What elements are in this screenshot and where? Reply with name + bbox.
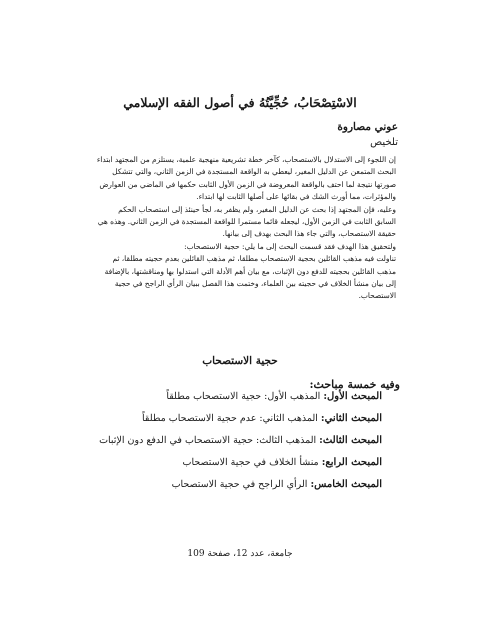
topic-text: المذهب الثالث: حجية الاستصحاب في الدفع دون الإثبات bbox=[99, 435, 317, 446]
topic-label: المبحث الثالث: bbox=[319, 435, 382, 446]
topic-text: الرأي الراجح في حجية الاستصحاب bbox=[171, 479, 308, 490]
topic-label: المبحث الثاني: bbox=[320, 413, 382, 424]
topic-text: المذهب الأول: حجية الاستصحاب مطلقاً bbox=[166, 391, 321, 402]
abstract-paragraph: تناولت فيه مذهب القائلين بحجية الاستصحاب مطلقا، ثم مذهب القائلين بعدم حجيته مطلقا، ثم مذهب القائلين بحجيته للدفع دون الإثبات، مع بيان أهم الأدلة التي استدلوا بها ومناقشتها، بالإضافة إلى بيان منشأ الخلاف في حجيته بين العلماء، وختمت هذا الفصل ببيان الرأي الراجح في حجية الاستصحاب. bbox=[104, 254, 396, 301]
topic-label: المبحث الخامس: bbox=[310, 479, 382, 490]
abstract-paragraph: ولتحقيق هذا الهدف فقد قسمت البحث إلى ما يلي: حجية الاستصحاب: bbox=[184, 241, 396, 251]
topic-item bbox=[92, 474, 382, 496]
document-title: الاسْتِصْحَابُ، حُجِّيَّتُهُ في أصول الفقه الإسلامي bbox=[123, 95, 357, 110]
abstract-body bbox=[96, 154, 396, 303]
topic-label: المبحث الأول: bbox=[323, 391, 382, 402]
abstract-heading: تلخيص bbox=[370, 137, 398, 148]
section-subtitle: وفيه خمسة مباحث: bbox=[309, 378, 400, 391]
topic-item bbox=[92, 452, 382, 474]
author-name: عوني مصاروة bbox=[337, 121, 398, 133]
page-footer: جامعة، عدد 12، صفحة 109 bbox=[187, 549, 293, 559]
topic-label: المبحث الرابع: bbox=[321, 457, 382, 468]
topic-text: منشأ الخلاف في حجية الاستصحاب bbox=[182, 457, 319, 468]
topic-item bbox=[92, 430, 382, 452]
abstract-paragraph: وعليه، فإن المجتهد إذا بحث عن الدليل المغير، ولم يظفر به، لجأ حينئذ إلى استصحاب الحكم السابق الثابت في الزمن الأول، ليجعله قائما مستمرا للواقعة المستجدة في الزمن الثاني. وهذه هي حقيقة الاستصحاب، والتي جاء هذا البحث بهدف إلى بيانها. bbox=[97, 204, 396, 239]
section-title: حجية الاستصحاب bbox=[202, 355, 278, 367]
topic-text: المذهب الثاني: عدم حجية الاستصحاب مطلقاً bbox=[142, 413, 318, 424]
abstract-paragraph: إن اللجوء إلى الاستدلال بالاستصحاب، كآخر خطة تشريعية منهجية علمية، يستلزم من المجتهد ابتداء البحث المتمعن عن الدليل المغير، ليعطي به الواقعة المستجدة في الزمن الثاني، والتي تتشكل صورتها نتيجة لما احتف بالواقعة المعروضة في الزمن الأول الثابت حكمها في الماضي من العوارض والمؤثرات، مما أورث الشك في بقائها على أصلها الثابت لها ابتداء. bbox=[96, 155, 396, 202]
topic-item bbox=[92, 386, 382, 408]
topic-item bbox=[92, 408, 382, 430]
topics-list bbox=[92, 386, 382, 496]
